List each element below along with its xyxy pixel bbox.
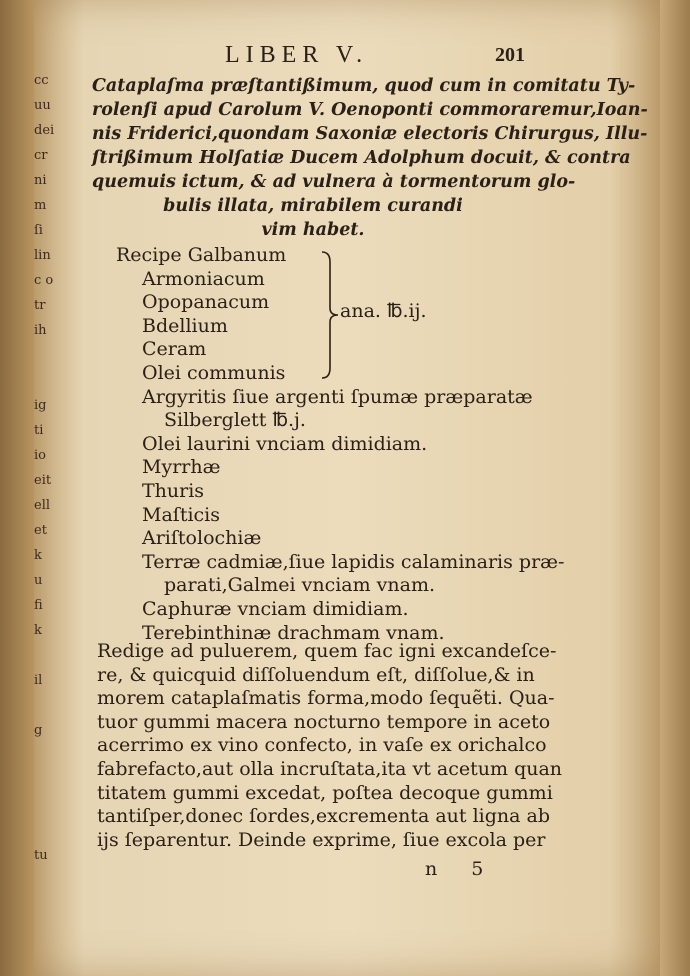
bleed-fragment: ig (34, 398, 47, 413)
title-line: rolenſi apud Carolum V. Oenoponti commoraremur,Ioan- (92, 100, 648, 120)
bleed-fragment: tr (34, 298, 46, 313)
recipe-first-line: Recipe Galbanum (116, 244, 287, 266)
bleed-fragment: cr (34, 148, 48, 163)
bleed-fragment: io (34, 448, 46, 463)
signature-mark: n 5 (425, 858, 498, 880)
ingredient: Bdellium (142, 314, 228, 337)
bleed-fragment: uu (34, 98, 51, 113)
page-right-edge (660, 0, 690, 976)
bleed-fragment (34, 768, 64, 793)
bleed-fragment: g (34, 723, 43, 738)
body-line: re, & quicquid diſſoluendum eſt, diſſolue,& in (97, 663, 535, 686)
title-line: Cataplaſma præſtantißimum, quod cum in comitatu Ty- (92, 76, 636, 96)
bleed-fragment: m (34, 198, 47, 213)
body-line: ijs ſeparentur. Deinde exprime, ſiue excola per (97, 828, 546, 851)
bleed-fragment: ti (34, 423, 44, 438)
body-line: Redige ad puluerem, quem fac igni excandeſce- (97, 640, 557, 662)
ingredient: Argyritis ſiue argenti ſpumæ præparatæ (142, 385, 533, 408)
bleed-fragment: eit (34, 473, 52, 488)
ingredient: Ceram (142, 338, 207, 361)
title-line: bulis illata, mirabilem curandi (163, 196, 463, 216)
title-line: ſtrißimum Holſatiæ Ducem Adolphum docuit, & contra (92, 148, 631, 168)
bleed-fragment (34, 368, 64, 393)
ingredient: Olei laurini vnciam dimidiam. (142, 432, 428, 455)
body-line: morem cataplaſmatis forma,modo ſequẽti. Qua- (97, 687, 555, 710)
body-line: tantiſper,donec ſordes,excrementa aut ligna ab (97, 805, 550, 828)
ingredient: Opopanacum (142, 291, 270, 314)
ingredient: Thuris (142, 479, 205, 502)
running-title: LIBER V. (225, 42, 369, 68)
bleed-fragment: tu (34, 848, 48, 863)
ingredient: Maſticis (142, 503, 220, 526)
bleed-fragment: ih (34, 323, 47, 338)
body-line: tuor gummi macera nocturno tempore in aceto (97, 710, 551, 733)
grouped-quantity: ana. ℔.ij. (340, 300, 427, 322)
ingredient: Myrrhæ (142, 456, 221, 479)
bleed-fragment: cc (34, 73, 49, 88)
bleed-fragment: u (34, 573, 43, 588)
bleed-fragment: fi (34, 598, 43, 613)
recipe-title (92, 74, 648, 242)
bleed-fragment: c o (34, 273, 54, 288)
bleed-fragment: et (34, 523, 47, 538)
bleed-fragment: ni (34, 173, 47, 188)
bleed-fragment: ſi (34, 223, 43, 238)
page-number: 201 (495, 44, 525, 66)
grouping-brace (318, 250, 342, 380)
bleed-fragment: lin (34, 248, 51, 263)
bleed-fragment: dei (34, 123, 55, 138)
bleed-fragment: k (34, 548, 42, 563)
bleed-fragment (34, 343, 64, 368)
bleed-fragment (34, 693, 64, 718)
bleed-through-margin (34, 68, 64, 868)
ingredient: Caphuræ vnciam dimidiam. (142, 597, 409, 620)
body-line: titatem gummi excedat, poſtea decoque gummi (97, 781, 553, 804)
ingredient: Terebinthinæ drachmam vnam. (142, 621, 445, 644)
bleed-fragment (34, 643, 64, 668)
bleed-fragment (34, 793, 64, 818)
bleed-fragment (34, 818, 64, 843)
bleed-fragment (34, 743, 64, 768)
ingredient: Terræ cadmiæ,ſiue lapidis calaminaris præ- (142, 550, 565, 573)
ingredient: parati,Galmei vnciam vnam. (164, 574, 436, 597)
title-line: vim habet. (261, 220, 365, 240)
bleed-fragment: il (34, 673, 43, 688)
ingredient: Armoniacum (142, 267, 265, 290)
body-line: fabrefacto,aut olla incruſtata,ita vt acetum quan (97, 757, 563, 780)
title-line: nis Friderici,quondam Saxoniæ electoris Chirurgus, Illu- (92, 124, 648, 144)
bleed-fragment: k (34, 623, 42, 638)
bleed-fragment: ell (34, 498, 51, 513)
ingredient: Olei communis (142, 361, 286, 384)
ingredient: Silberglett ℔.j. (164, 409, 306, 432)
ingredient: Ariſtolochiæ (142, 527, 262, 550)
page-left-edge (0, 0, 34, 976)
title-line: quemuis ictum, & ad vulnera à tormentorum glo- (92, 172, 576, 192)
instructions-paragraph (97, 640, 563, 852)
body-line: acerrimo ex vino confecto, in vaſe ex orichalco (97, 734, 547, 757)
